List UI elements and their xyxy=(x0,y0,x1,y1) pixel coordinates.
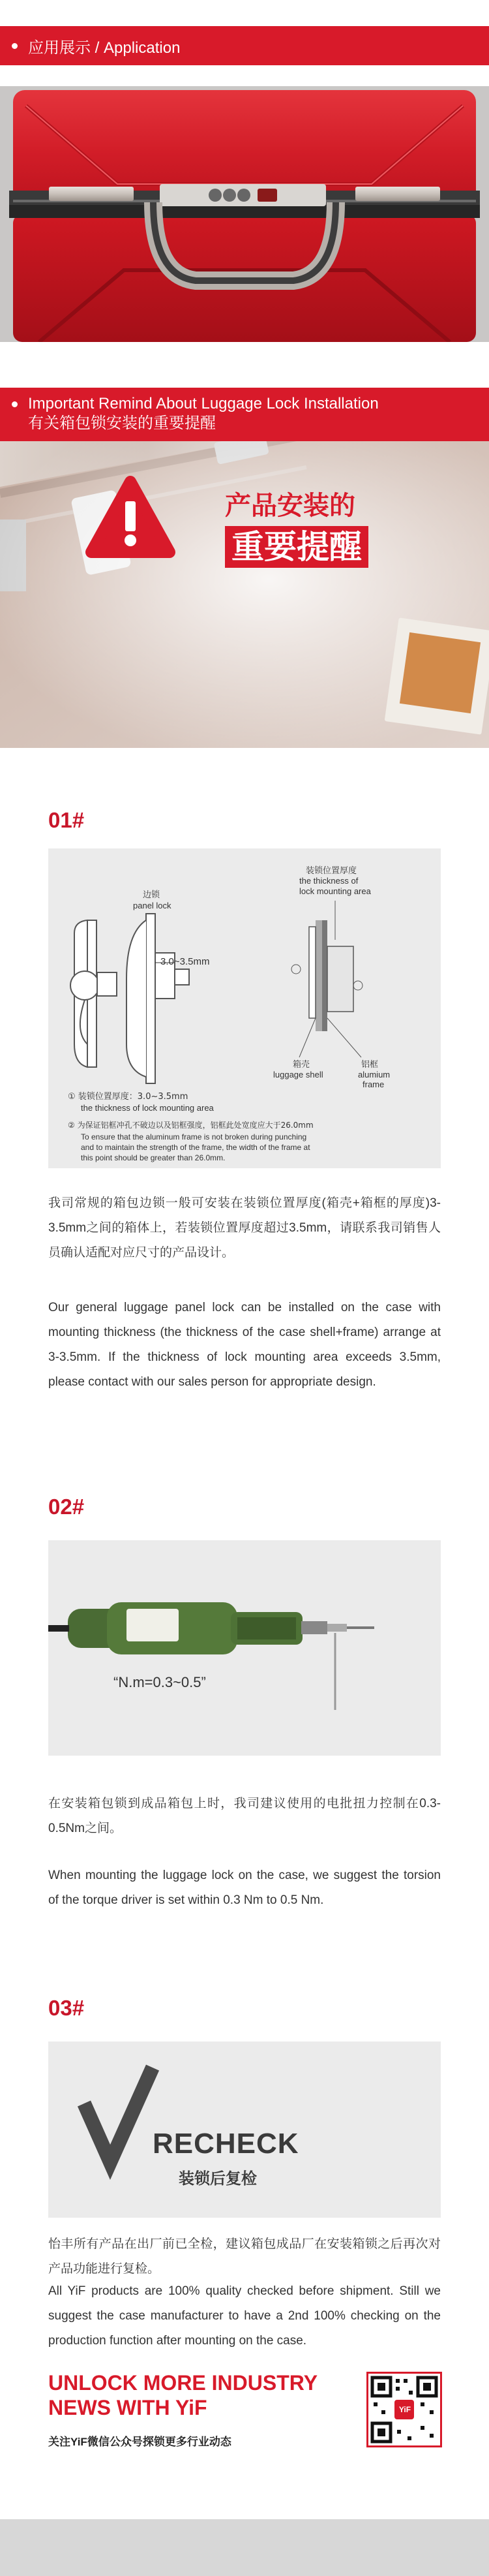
frame-cn-label: 铝框 xyxy=(361,1060,379,1070)
step3-text-en: All YiF products are 100% quality checked before shipment. Still we suggest the case manufacturer to have a 2nd 100% checking on the production function after mounting on the case. xyxy=(48,2284,441,2348)
dimension-label: 3.0~3.5mm xyxy=(160,956,210,967)
remind-banner-image xyxy=(0,441,489,748)
step2-text-cn: 在安装箱包锁到成品箱包上时，我司建议使用的电批扭力控制在0.3-0.5Nm之间。 xyxy=(48,1797,441,1835)
panel-lock-en-label: panel lock xyxy=(133,901,171,910)
step2-text-en: When mounting the luggage lock on the case, we suggest the torsion of the torque driver is set within 0.3 Nm to 0.5 Nm. xyxy=(48,1869,441,1907)
qr-code[interactable] xyxy=(366,2372,442,2447)
note1-cn: ① 装锁位置厚度：3.0~3.5mm xyxy=(68,1092,188,1102)
qr-logo: YiF xyxy=(398,2405,411,2414)
footer-title xyxy=(48,2370,318,2420)
bullet-icon xyxy=(12,43,18,49)
red-luggage-image xyxy=(0,86,489,342)
step-number: 01# xyxy=(48,808,85,832)
thickness-cn-label: 装锁位置厚度 xyxy=(306,866,357,876)
note2-cn: ② 为保证铝框冲孔不破边以及铝框强度，铝框此处宽度应大于26.0mm xyxy=(68,1121,314,1130)
footer-bottom-band xyxy=(0,2519,489,2576)
step1-text-cn: 我司常规的箱包边锁一般可安装在装锁位置厚度(箱壳+箱框的厚度)3-3.5mm之间的箱体上，若装锁位置厚度超过3.5mm，请联系我司销售人员确认适配对应尺寸的产品设计。 xyxy=(48,1196,441,1260)
torque-value: “N.m=0.3~0.5” xyxy=(113,1674,206,1690)
frame-en-label-1: alumium xyxy=(358,1070,391,1079)
shell-en-label: luggage shell xyxy=(273,1070,323,1079)
section-title-en: Important Remind About Luggage Lock Installation xyxy=(28,395,379,412)
note2-en-1: To ensure that the aluminum frame is not broken during punching xyxy=(81,1132,307,1141)
footer-title-line1: UNLOCK MORE INDUSTRY xyxy=(48,2371,318,2395)
frame-en-label-2: frame xyxy=(363,1079,385,1089)
recheck-panel xyxy=(48,2041,441,2218)
section-header-remind xyxy=(0,388,489,441)
installation-diagram xyxy=(48,848,441,1168)
footer-title-line2: NEWS WITH YiF xyxy=(48,2396,207,2419)
recheck-title: RECHECK xyxy=(153,2128,299,2160)
shell-cn-label: 箱壳 xyxy=(293,1060,310,1070)
remind-line2: 重要提醒 xyxy=(225,526,368,568)
section-header-application xyxy=(0,26,489,65)
step1-text-en: Our general luggage panel lock can be installed on the case with mounting thickness (the thickness of the case shell+frame) arrange at 3-3.5mm. If the thickness of lock mounting area exceeds 3.5mm, please contact with our sales person for appropriate design. xyxy=(48,1301,441,1389)
panel-lock-cn-label: 边锁 xyxy=(143,890,160,900)
note1-en: the thickness of lock mounting area xyxy=(81,1103,214,1113)
torque-driver-image xyxy=(48,1540,441,1756)
bullet-icon xyxy=(12,401,18,407)
note2-en-2: and to maintain the strength of the frame, the width of the frame at xyxy=(81,1143,310,1152)
step-number: 02# xyxy=(48,1495,85,1519)
section-title-cn: 有关箱包锁安装的重要提醒 xyxy=(28,414,216,432)
thickness-en-label-1: the thickness of xyxy=(299,876,359,886)
check-icon xyxy=(84,2068,153,2162)
step3-text-cn: 怡丰所有产品在出厂前已全检，建议箱包成品厂在安装箱锁之后再次对产品功能进行复检。 xyxy=(48,2237,441,2276)
note2-en-3: this point should be greater than 26.0mm. xyxy=(81,1153,226,1162)
remind-banner-text xyxy=(225,489,368,568)
lock-diagram xyxy=(48,848,441,1168)
footer-subtitle: 关注YiF微信公众号探锁更多行业动态 xyxy=(48,2436,231,2448)
torque-driver-panel xyxy=(48,1540,441,1756)
section-title: 应用展示 / Application xyxy=(28,39,181,57)
application-photo xyxy=(0,86,489,342)
recheck-subtitle: 装锁后复检 xyxy=(179,2169,257,2188)
thickness-en-label-2: lock mounting area xyxy=(299,886,371,896)
remind-line1: 产品安装的 xyxy=(225,491,355,521)
step-number: 03# xyxy=(48,1996,85,2020)
remind-banner xyxy=(0,441,489,748)
